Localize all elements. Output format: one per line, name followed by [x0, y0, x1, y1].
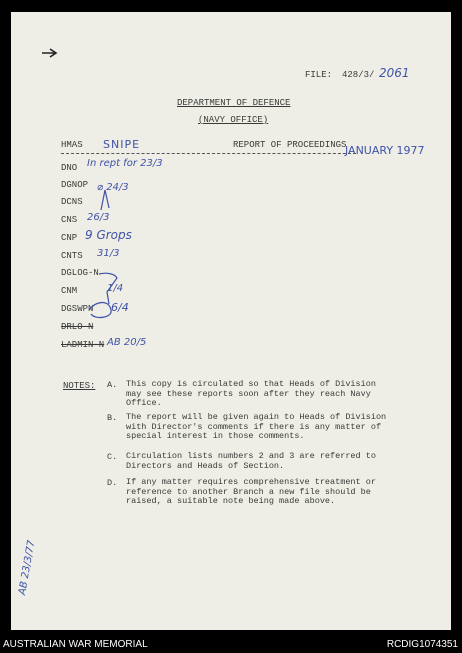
initials-flourish-icon — [85, 270, 119, 322]
footer-record-id: RCDIG1074351 — [386, 639, 458, 650]
office-subtitle: (NAVY OFFICE) — [198, 115, 269, 125]
note-letter: D. — [107, 478, 118, 488]
routing-annotation: 26/3 — [87, 212, 110, 223]
note-letter: B. — [107, 413, 118, 423]
routing-annotation: 9 Grops — [85, 228, 132, 242]
routing-annotation: 31/3 — [97, 248, 120, 259]
arrow-mark-icon — [41, 48, 59, 58]
note-text: Circulation lists numbers 2 and 3 are referred to Directors and Heads of Section. — [126, 451, 376, 471]
routing-code: DNO — [61, 163, 78, 173]
routing-annotation: ⌀ 24/3 — [97, 182, 129, 193]
archive-footer — [0, 638, 462, 653]
margin-note: AB 23/3/77 — [17, 539, 38, 596]
file-label: FILE: — [305, 70, 333, 80]
note-letter: C. — [107, 452, 118, 462]
note-text: This copy is circulated so that Heads of Division may see these reports soon after they reach Navy Office. — [126, 379, 376, 409]
report-label: REPORT OF PROCEEDINGS — [233, 140, 347, 150]
routing-code: DRLO-N — [61, 322, 94, 332]
routing-code: DGLOG-N — [61, 268, 99, 278]
heading-rule — [61, 153, 356, 154]
routing-code: LADMIN-N — [61, 340, 105, 350]
footer-source: AUSTRALIAN WAR MEMORIAL — [3, 639, 148, 650]
file-number: 428/3/ — [342, 70, 375, 80]
note-letter: A. — [107, 380, 118, 390]
routing-annotation: AB 20/5 — [107, 337, 147, 348]
document-page — [11, 12, 451, 630]
routing-annotation: 6/4 — [111, 301, 129, 314]
routing-code: CNS — [61, 215, 78, 225]
routing-annotation: In rept for 23/3 — [87, 158, 163, 169]
notes-label: NOTES: — [63, 381, 96, 391]
routing-code: CNM — [61, 286, 78, 296]
report-period: JANUARY 1977 — [345, 144, 425, 157]
note-text: The report will be given again to Heads of Division with Director's comments if there is any matter of special interest in those comments. — [126, 412, 387, 442]
routing-code: DGNOP — [61, 180, 89, 190]
signature-mark-icon — [99, 188, 113, 212]
routing-code: DGSWPN — [61, 304, 94, 314]
routing-code: CNTS — [61, 251, 83, 261]
file-hand-number: 2061 — [379, 66, 410, 80]
hmas-label: HMAS — [61, 140, 83, 150]
routing-code: DCNS — [61, 197, 83, 207]
routing-code: CNP — [61, 233, 78, 243]
routing-annotation: 1/4 — [107, 283, 124, 294]
ship-name: SNIPE — [103, 138, 141, 151]
department-title: DEPARTMENT OF DEFENCE — [177, 98, 291, 108]
note-text: If any matter requires comprehensive treatment or reference to another Branch a new file should be raised, a suitable note being made above. — [126, 477, 376, 507]
